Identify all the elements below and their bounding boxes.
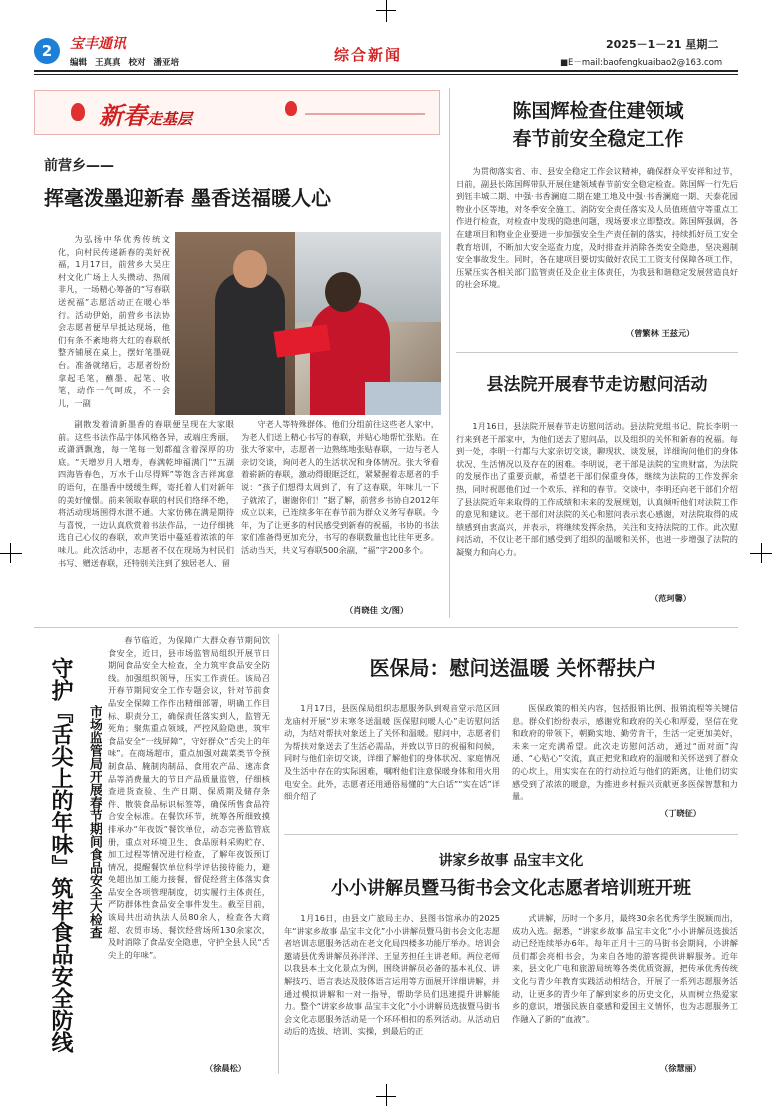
- article1-title: 挥毫泼墨迎新春 墨香送福暖人心: [44, 186, 331, 210]
- crop-mark-bottom-h: [376, 1096, 396, 1097]
- masthead-logo: 宝丰通讯: [70, 36, 126, 52]
- banner-main: 新春: [99, 101, 147, 130]
- contact-email: ■E－mail:baofengkuaibao2@163.com: [560, 58, 723, 68]
- header-rule: [34, 70, 738, 72]
- proofreader-name: 潘亚培: [153, 58, 180, 68]
- article3-title: 县法院开展春节走访慰问活动: [486, 375, 708, 395]
- crop-mark-left-v: [10, 543, 11, 563]
- crop-mark-bottom: [386, 1084, 387, 1106]
- article3-body: 1月16日，县法院开展春节走访慰问活动。县法院党组书记、院长李明一行来到老干部家中，为他们送去了慰问品，以及组织的关怀和新春的祝福。每到一处，李明一行都与大家亲切交谈，聊现状、谈发展，详细询问他们的身体状况、生活情况以及存在的困难。李明说，老干部是法院的宝贵财富，为法院的发展作出了重要贡献，希望老干部们保重身体，继续为法院的工作发挥余热，同时祝愿他们过一个欢乐、祥和的春节。交谈中，李明还向老干部们介绍了县法院近年来取得的工作成绩和未来的发展规划，认真倾听他们对法院工作的意见和建议。老干部们对法院的关心和慰问表示衷心感谢，对法院取得的成绩感到由衷高兴，并表示，将继续发挥余热，关注和支持法院的工作。此次慰问活动，不仅让老干部们感受到了组织的温暖和关怀，也进一步增强了法院的凝聚力和向心力。: [456, 421, 738, 557]
- article6-byline: （徐慧丽）: [660, 1063, 701, 1073]
- column-divider: [449, 88, 450, 618]
- article1-byline: （肖晓佳 文/图）: [345, 605, 409, 615]
- article6-title: 小小讲解员暨马街书会文化志愿者培训班开班: [331, 878, 691, 899]
- page-number: 2: [34, 38, 60, 64]
- header-rule-thin: [34, 74, 738, 75]
- article1-body-top: 为弘扬中华优秀传统文化，向村民传递新春的美好祝福，1月17日，前营乡大吴庄村文化广场上人头攒动、热闹非凡，一场精心筹备的“写春联 送祝福”志愿活动正在暖心举行。活动伊始，前营乡书法协会志愿者便早早抵达现场，他们有条不紊地将大红的春联纸整齐铺展在桌上，摆好笔墨砚台。准备就绪后，志愿者纷纷拿起毛笔，蘸墨、起笔、收笔，动作一气呵成，不一会儿，一副: [58, 234, 170, 408]
- article1-body-col2: 守老人等特殊群体。他们分组前往这些老人家中，为老人们送上精心书写的春联，并贴心地帮忙张贴。在张大爷家中，志愿者一边熟练地张贴春联，一边与老人亲切交谈，询问老人的生活状况和身体情况。张大爷看着崭新的春联，激动得眼眶泛红，紧紧握着志愿者的手说：“孩子们想得太周到了，有了这春联，年味儿一下子就浓了，谢谢你们！”据了解，前营乡书协自2012年成立以来，已连续多年在春节前为群众义务写春联。今年，为了让更多的村民感受到新春的祝福，书协的书法家们准备得更加充分，书写的春联数量也比往年更多。活动当天，共义写春联500余副，“福”字200多个。: [241, 419, 439, 555]
- proofreader-label: 校对: [128, 58, 146, 68]
- banner-small: 走基层: [147, 110, 193, 128]
- article4-title: 守护『舌尖上的年味』筑牢食品安全防线: [48, 657, 74, 1053]
- issue-date: 2025－1－21 星期二: [606, 38, 719, 51]
- lantern-icon: [71, 103, 85, 121]
- crop-mark-top-h: [376, 10, 396, 11]
- crop-mark-left: [0, 553, 22, 554]
- article1-kicker: 前营乡——: [44, 158, 114, 174]
- article1-body-col1: 副散发着清新墨香的春联便呈现在大家眼前。这些书法作品字体风格各异，或端庄秀丽，或潇洒飘逸，每一笔每一划都蕴含着深厚的功底。“天增岁月人增寿，春满乾坤福满门”“五湖四海皆春色，万水千山尽得辉”等饱含吉祥寓意的语句，在墨香中缓缓生辉，寄托着人们对新年的美好憧憬。前来领取春联的村民们络绎不绝，将活动现场围得水泄不通。大家仿佛在满是期待与喜悦，一边认真欣赏着书法作品，一边仔细挑选自己心仪的春联，欢声笑语中蔓延着浓浓的年味儿。此次活动中，志愿者不仅在现场为村民们书写、赠送春联，还特别关注到了独居老人、留: [58, 419, 234, 568]
- article4-byline: （徐晨松）: [205, 1063, 246, 1073]
- article5-body-col2: 医保政策的相关内容，包括报销比例、报销流程等关键信息。群众们纷纷表示，感谢党和政府的关心和厚爱，坚信在党和政府的带领下，朝勤实地、勤劳肯干，生活一定更加美好，未来一定充满希望。此次走访慰问活动，通过“面对面”沟通、“心贴心”交流，真正把党和政府的温暖和关怀送到了群众的心坎上，用实实在在的行动拉近与他们的距离，让他们切实感受到了浓浓的暖意，为推进乡村振兴贡献更多医保智慧和力量。: [512, 703, 738, 802]
- article-divider: [284, 834, 738, 835]
- fold-divider: [34, 627, 738, 628]
- article6-kicker: 讲家乡故事 品宝丰文化: [438, 853, 584, 869]
- article2-body: 为贯彻落实省、市、县安全稳定工作会议精神，确保群众平安祥和过节，日前，副县长陈国辉带队开展住建领域春节前安全稳定检查。陈国辉一行先后到钰丰城二期、中强·书香澜庭二期在建工地及中强·书香澜庭一期、天泰花园物业小区等地，对冬季安全施工、消防安全责任落实及人员值班值守等重点工作进行检查，对检查中发现的隐患问题，现场要求立即整改。陈国辉强调，各在建项目和物业企业要进一步加强安全生产责任制的落实，持续抓好员工安全教育培训，不断加大安全巡查力度，及时排查并消除各类安全隐患，坚决遏制安全事故发生。同时，各在建项目要切实做好农民工工资支付保障各项工作，压紧压实各相关部门监管责任及企业主体责任，为我县和谐稳定发展营造良好的社会环境。: [456, 166, 738, 290]
- banner-title: [99, 96, 192, 131]
- article-divider: [456, 352, 738, 353]
- article5-title: 医保局：慰问送温暖 关怀帮扶户: [369, 656, 657, 680]
- flourish-line: [305, 113, 425, 115]
- lantern-icon: [285, 101, 297, 116]
- article5-byline: （丁晓征）: [660, 808, 701, 818]
- editor-credits: [70, 56, 187, 68]
- news-photo: [175, 232, 441, 415]
- article2-title-line2: 春节前安全稳定工作: [512, 128, 684, 150]
- article4-subtitle: 市场监管局开展春节期间食品安全大检查: [87, 705, 102, 939]
- crop-mark-top: [386, 0, 387, 22]
- festive-banner: [34, 90, 440, 135]
- article4-body: 春节临近，为保障广大群众春节期间饮食安全，近日，县市场监管局组织开展节日期间食品安全大检查，全力筑牢食品安全防线。加强组织领导，压实工作责任。该局召开春节期间安全工作专题会议，针对节前食品安全保障工作作出精细部署，明确工作目标、职责分工，确保责任落实到人，监管无死角；聚焦重点领域，严控风险隐患，筑牢食品安全“一线屏障”，守好群众“舌尖上的年味”。在商场超市，重点加强对蔬菜类节令预制食品、腌制肉制品、食用农产品、速冻食品等消费量大的节日产品质量监管，仔细核查进货查验、生产日期、保质期及储存条件、散装食品标识标签等，确保所售食品符合安全标准。在餐饮环节，统筹各所细致摸排承办“年夜饭”餐饮单位，动态完善监管底册，重点对环境卫生、食品原料采购贮存、加工过程等情况进行检查，了解年夜饭预订情况，提醒餐饮单位科学评估接待能力，避免超出加工能力接餐，督促经营主体落实食品安全各项管理制度，切实履行主体责任，严防群体性食品安全事件发生。截至目前，该局共出动执法人员80余人，检查各大商超、农贸市场、餐饮经营场所130余家次，及时消除了食品安全隐患，守护全县人民“舌尖上的年味”。: [108, 635, 270, 960]
- article5-body-col1: 1月17日，县医保局组织志愿服务队到观音堂示范区回龙庙村开展“岁末寒冬送温暖 医保慰问暖人心”走访慰问活动，为结对帮扶对象送上了关怀和温暖。慰问中，志愿者们为帮扶对象送去了生活必需品，并致以节日的祝福和问候，同时与他们亲切交谈，详细了解他们的身体状况、家庭情况及生活中存在的实际困难，嘱咐他们注意保暖身体和用火用电安全。此外，志愿者还用通俗易懂的“大白话”“实在话”详细介绍了: [284, 703, 500, 802]
- column-divider: [278, 634, 279, 1074]
- article6-body-col2: 式讲解，历时一个多月，最终30余名优秀学生脱颖而出，成功入选。据悉，“讲家乡故事 品宝丰文化”小小讲解员选拔活动已经连续举办6年。每年正月十三的马街书会期间，小讲解员们都会亮相书会，为来自各地的游客提供讲解服务。近年来，县文化广电和旅游局统筹各类优质资源，把传承优秀传统文化与青少年教育实践活动相结合，开展了一系列志愿服务活动，让更多的青少年了解到家乡的历史文化，从而树立热爱家乡的意识，增强民族自豪感和爱国主义情怀，也为志愿服务工作融入了新的“血液”。: [512, 913, 738, 1024]
- editor-label: 编辑: [70, 58, 88, 68]
- article3-byline: （范珂馨）: [650, 593, 691, 603]
- article2-title-line1: 陈国辉检查住建领域: [512, 100, 684, 122]
- article2-byline: （曾繁林 王兹元）: [626, 328, 695, 338]
- section-title: 综合新闻: [334, 46, 403, 64]
- editor-name: 王真真: [95, 58, 121, 68]
- crop-mark-right-v: [761, 543, 762, 563]
- article6-body-col1: 1月16日，由县文广旅局主办、县图书馆承办的2025年“讲家乡故事 品宝丰文化”小小讲解员暨马街书会文化志愿者培训志愿服务活动在老文化局四楼多功能厅举办。培训会邀请县优秀讲解员孙洋洋、王显芳担任主讲老师。两位老师以我县本土文化景点为例，围绕讲解员必备的基本礼仪、讲解技巧、语言表达及肢体语言运用等方面展开详细讲解，并通过模拟讲解和一对一指导，帮助学员们迅速提升讲解能力。整个“讲家乡故事 品宝丰文化”小小讲解员选拔暨马街书会文化志愿服务活动是一个环环相扣的系列活动。从活动启动后的选拔、培训、实操，到最后的正: [284, 913, 500, 1037]
